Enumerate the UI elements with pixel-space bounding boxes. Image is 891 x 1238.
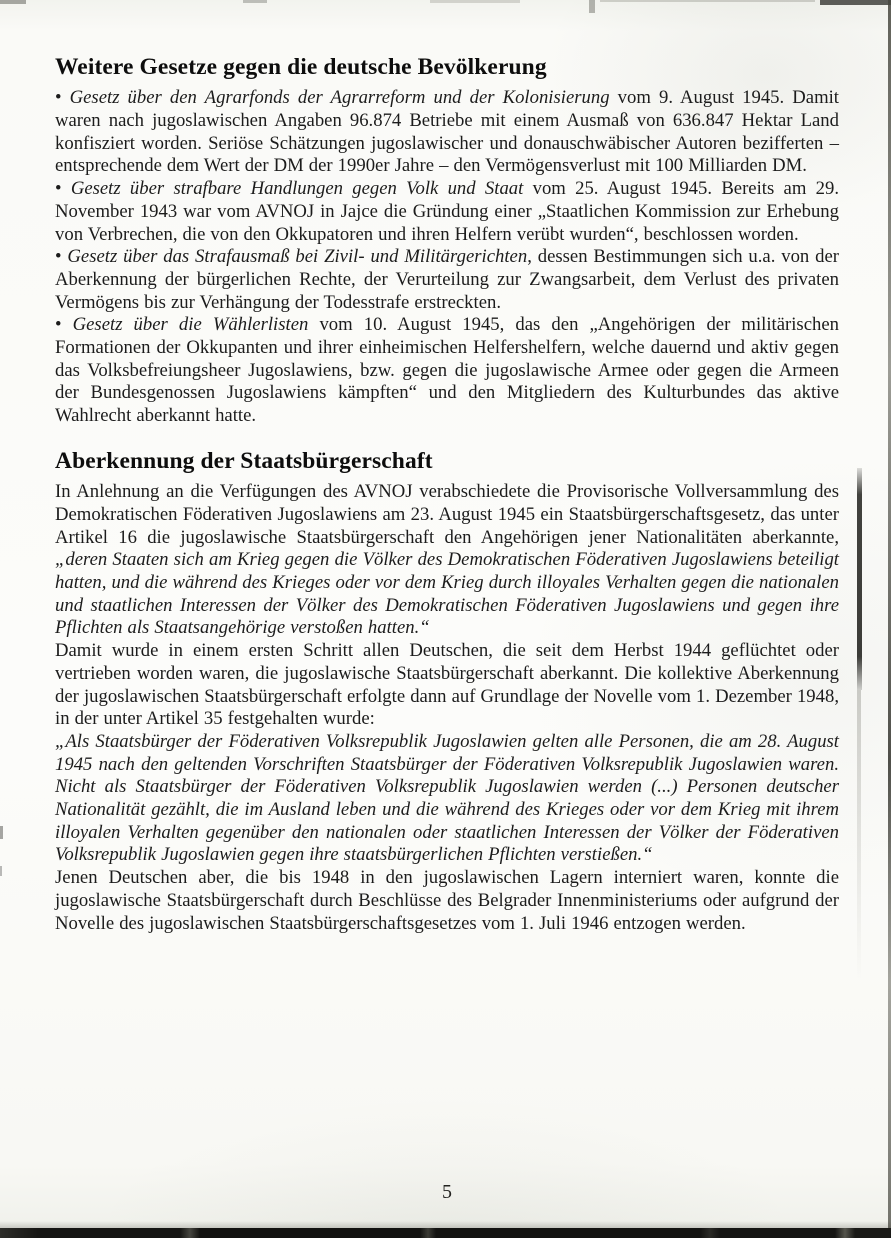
law-title: Gesetz über strafbare Handlungen gegen Volk und Staat bbox=[70, 178, 524, 200]
paragraph-text: vom 25. August 1945. Bereits am 29. November 1943 war vom AVNOJ in Jajce die Gründung einer „Staatlichen Kommission zur Erhebung von Verbrechen, die von den Okkupatoren und ihren Helfern verübt wurden“, beschlossen worden. bbox=[55, 178, 839, 245]
scan-artifact-left-edge bbox=[0, 826, 3, 839]
law-title: Gesetz über das Strafausmaß bei Zivil- und Militärgerichten bbox=[67, 246, 528, 268]
law-paragraph bbox=[55, 246, 839, 314]
scan-artifact-top-left bbox=[0, 0, 26, 4]
scan-artifact-top bbox=[589, 0, 595, 13]
body-paragraph bbox=[55, 640, 839, 731]
law-paragraph bbox=[55, 87, 839, 178]
law-title: Gesetz über die Wählerlisten bbox=[72, 314, 309, 336]
quote-text: „Als Staatsbürger der Föderativen Volksrepublik Jugoslawien gelten alle Personen, die am 28. August 1945 nach den geltenden Vorschriften Staatsbürger der Föderativen Volksrepublik Jugoslawien waren. Nicht als Staatsbürger der Föderativen Volksrepublik Jugoslawien werden (...) Personen deutscher Nationalität gezählt, die im Ausland leben und die während des Krieges oder vor dem Krieg mit ihrem illoyalen Verhalten gegenüber den nationalen oder staatlichen Interessen der Völker der Föderativen Volksrepublik Jugoslawien gegen ihre staatsbürgerlichen Pflichten verstießen.“ bbox=[55, 730, 839, 866]
page-content bbox=[55, 54, 839, 935]
paragraph-text: Jenen Deutschen aber, die bis 1948 in den jugoslawischen Lagern interniert waren, konnte die jugoslawische Staatsbürgerschaft durch Beschlüsse des Belgrader Innenministeriums oder aufgrund der Novelle des jugoslawischen Staatsbürgerschaftsgesetzes vom 1. Juli 1946 entzogen werden. bbox=[55, 867, 839, 934]
law-paragraph bbox=[55, 314, 839, 428]
bullet: • bbox=[55, 246, 68, 268]
section-citizenship bbox=[55, 448, 839, 935]
quote-text: „deren Staaten sich am Krieg gegen die Völker des Demokratischen Föderativen Jugoslawiens beteiligt hatten, und die während des Krieges oder vor dem Krieg durch illoyales Verhalten gegen die nationalen und staatlichen Interessen der Völker des Demokratischen Föderativen Jugoslawiens und gegen ihre Pflichten als Staatsangehörige verstoßen hatten.“ bbox=[55, 549, 839, 639]
scan-artifact-bottom-bar bbox=[0, 1228, 891, 1238]
scan-artifact-right-inner-faint bbox=[857, 690, 861, 980]
law-title: Gesetz über den Agrarfonds der Agrarreform und der Kolonisierung bbox=[69, 87, 610, 109]
paragraph-text: vom 10. August 1945, das den „Angehörigen der militärischen Formationen der Okkupanten und ihrer einheimischen Helfershelfern, welche dauernd und aktiv gegen das Volksbefreiungsheer Jugoslawiens, bzw. gegen die jugoslawische Armee oder gegen die Armeen der Bundesgenossen Jugoslawiens kämpften“ und den Mitgliedern des Kulturbundes das aktive Wahlrecht aberkannt hatte. bbox=[55, 314, 839, 427]
scan-artifact-top bbox=[243, 0, 267, 3]
body-paragraph bbox=[55, 481, 839, 640]
quote-paragraph bbox=[55, 731, 839, 867]
section-heading: Aberkennung der Staatsbürgerschaft bbox=[55, 447, 433, 474]
section-further-laws bbox=[55, 54, 839, 428]
paragraph-text: , dessen Bestimmungen sich u.a. von der Aberkennung der bürgerlichen Rechte, der Verurteilung zur Zwangsarbeit, dem Verlust des privaten Vermögens bis zur Verhängung der Todesstrafe erstreckten. bbox=[55, 246, 840, 313]
scan-artifact-right-inner-line bbox=[857, 468, 862, 690]
bullet: • bbox=[55, 314, 73, 336]
law-paragraph bbox=[55, 178, 839, 246]
body-paragraph bbox=[55, 867, 839, 935]
paragraph-text: vom 9. August 1945. Damit waren nach jugoslawischen Angaben 96.874 Betriebe mit einem Ausmaß von 636.847 Hektar Land konfisziert worden. Seriöse Schätzungen jugoslawischer und donauschwäbischer Autoren bezifferten – entsprechende dem Wert der DM der 1990er Jahre – den Vermögensverlust mit 100 Milliarden DM. bbox=[55, 87, 839, 177]
bullet: • bbox=[55, 87, 70, 109]
paragraph-text: Damit wurde in einem ersten Schritt allen Deutschen, die seit dem Herbst 1944 geflüchtet oder vertrieben worden waren, die jugoslawische Staatsbürgerschaft aberkannt. Die kollektive Aberkennung der jugoslawischen Staatsbürgerschaft erfolgte dann auf Grundlage der Novelle vom 1. Dezember 1948, in der unter Artikel 35 festgehalten wurde: bbox=[55, 640, 839, 730]
section-heading: Weitere Gesetze gegen die deutsche Bevölkerung bbox=[55, 54, 547, 80]
page-number: 5 bbox=[442, 1181, 452, 1203]
scan-artifact-top bbox=[600, 0, 815, 2]
scan-artifact-top-right bbox=[820, 0, 891, 5]
paragraph-text: In Anlehnung an die Verfügungen des AVNOJ verabschiedete die Provisorische Vollversammlung des Demokratischen Föderativen Jugoslawiens am 23. August 1945 ein Staatsbürgerschaftsgesetz, das unter Artikel 16 die jugoslawische Staatsbürgerschaft den Angehörigen jener Nationalitäten aberkannte, bbox=[55, 481, 839, 548]
bullet: • bbox=[55, 178, 71, 200]
scan-artifact-top bbox=[430, 0, 520, 3]
scan-artifact-left-edge bbox=[0, 866, 2, 876]
scan-artifact-bottom-shade bbox=[0, 1221, 891, 1228]
